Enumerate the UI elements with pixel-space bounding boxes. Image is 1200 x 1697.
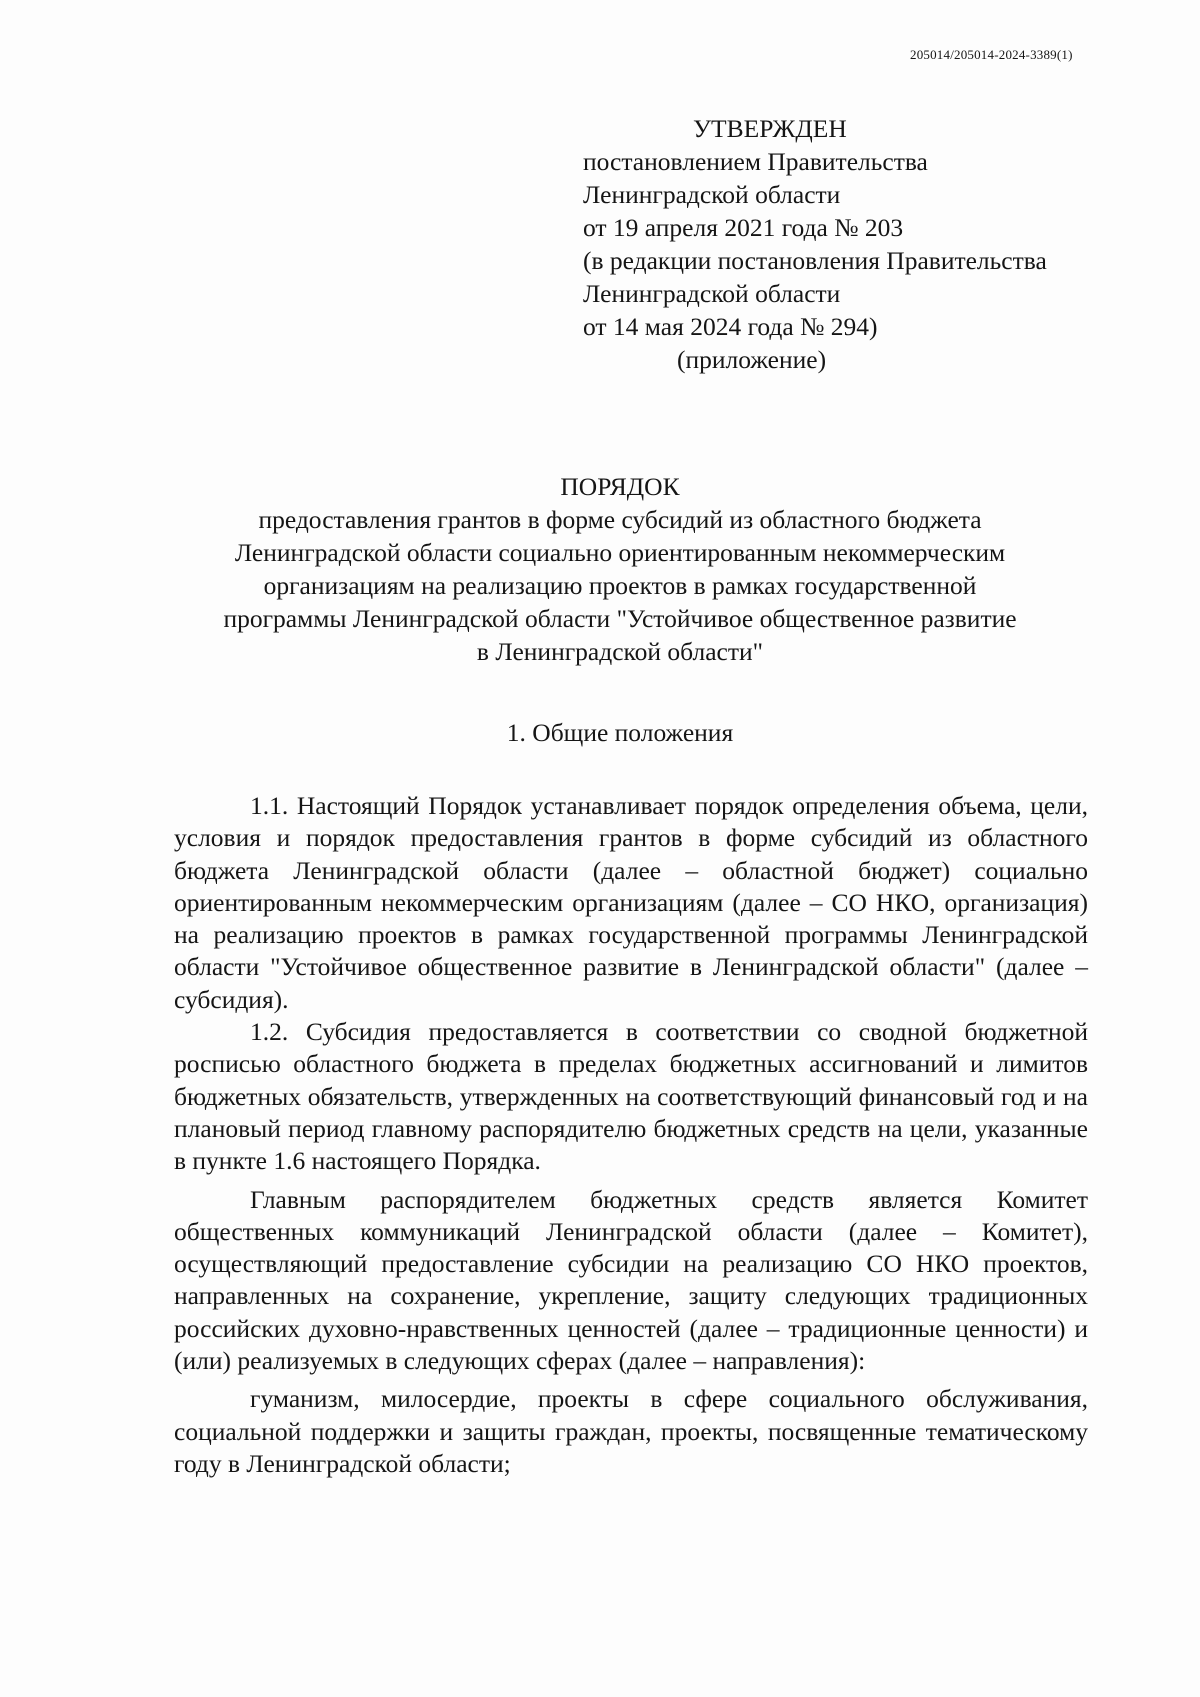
document-registration-number: 205014/205014-2024-3389(1) bbox=[910, 47, 1073, 62]
document-subtitle-line: организациям на реализацию проектов в рамках государственной bbox=[263, 571, 977, 600]
document-subtitle-line: Ленинградской области социально ориентированным некоммерческим bbox=[234, 538, 1006, 567]
document-title: ПОРЯДОК bbox=[560, 472, 680, 501]
paragraph: 1.1. Настоящий Порядок устанавливает порядок определения объема, цели, условия и порядок предоставления грантов в форме субсидий из областного бюджета Ленинградской области (далее – областной бюджет) социально ориентированным некоммерческим организациям (далее – СО НКО, организация) на реализацию проектов в рамках государственной программы Ленинградской области "Устойчивое общественное развитие в Ленинградской области" (далее – субсидия). bbox=[174, 791, 1088, 1014]
document-subtitle-line: в Ленинградской области" bbox=[476, 637, 764, 666]
approval-line: (в редакции постановления Правительства bbox=[583, 246, 1047, 275]
approval-line: от 19 апреля 2021 года № 203 bbox=[583, 213, 904, 242]
document-subtitle-line: программы Ленинградской области "Устойчивое общественное развитие bbox=[223, 604, 1017, 633]
paragraph: гуманизм, милосердие, проекты в сфере социального обслуживания, социальной поддержки и защиты граждан, проекты, посвященные тематическому году в Ленинградской области; bbox=[174, 1384, 1088, 1478]
approval-stamp-block bbox=[583, 112, 1103, 376]
paragraph: 1.2. Субсидия предоставляется в соответствии со сводной бюджетной росписью областного бюджета в пределах бюджетных ассигнований и лимитов бюджетных обязательств, утвержденных на соответствующий финансовый год и на плановый период главному распорядителю бюджетных средств на цели, указанные в пункте 1.6 настоящего Порядка. bbox=[174, 1017, 1088, 1176]
approval-line: Ленинградской области bbox=[583, 180, 841, 209]
section-heading: 1. Общие положения bbox=[506, 718, 734, 747]
approval-title: УТВЕРЖДЕН bbox=[693, 114, 847, 143]
document-subtitle-line: предоставления грантов в форме субсидий из областного бюджета bbox=[258, 505, 982, 534]
document-title-block bbox=[150, 470, 1090, 668]
approval-line: Ленинградской области bbox=[583, 279, 841, 308]
approval-line: постановлением Правительства bbox=[583, 147, 928, 176]
approval-appendix-note: (приложение) bbox=[677, 345, 827, 374]
paragraph: Главным распорядителем бюджетных средств является Комитет общественных коммуникаций Ленинградской области (далее – Комитет), осуществляющий предоставление субсидии на реализацию СО НКО проектов, направленных на сохранение, укрепление, защиту следующих традиционных российских духовно-нравственных ценностей (далее – традиционные ценности) и (или) реализуемых в следующих сферах (далее – направления): bbox=[174, 1184, 1088, 1376]
section-body bbox=[174, 790, 1088, 1480]
approval-line: от 14 мая 2024 года № 294) bbox=[583, 312, 878, 341]
